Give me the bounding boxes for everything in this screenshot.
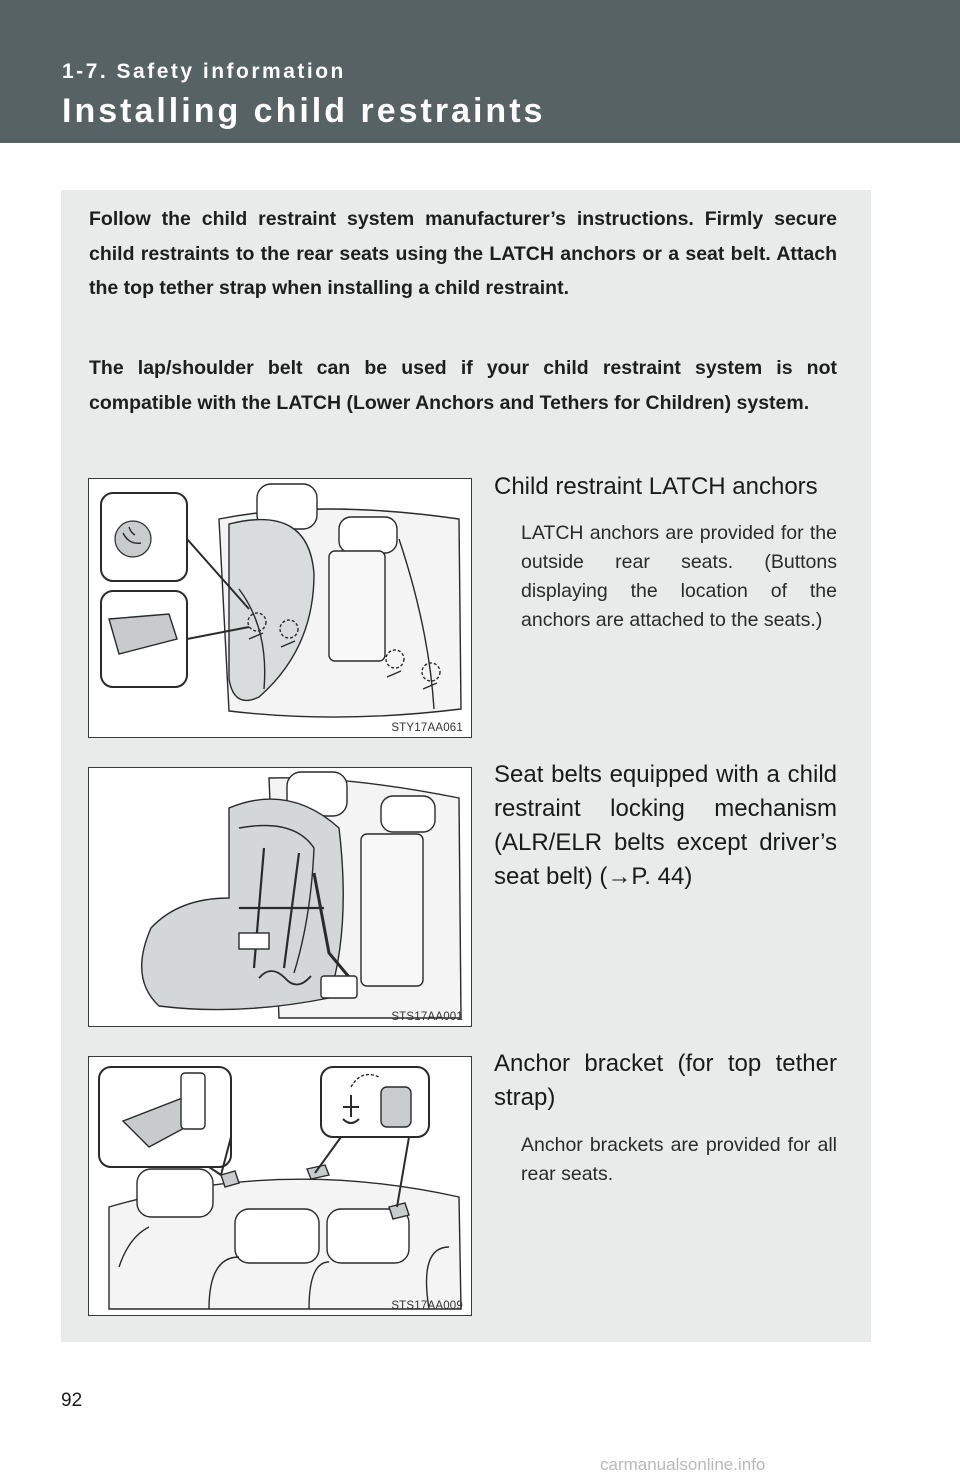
figure-code: STS17AA001 — [391, 1011, 463, 1023]
header-bar — [0, 0, 960, 143]
watermark: carmanualsonline.info — [600, 1455, 766, 1474]
page-number: 92 — [61, 1390, 83, 1411]
anchor-bracket-heading: Anchor bracket (for top tether strap) — [494, 1050, 837, 1111]
section-label: 1-7. Safety information — [62, 60, 346, 83]
anchor-bracket-illustration — [88, 1056, 472, 1316]
latch-anchors-illustration — [88, 478, 472, 738]
latch-anchors-heading: Child restraint LATCH anchors — [494, 473, 818, 500]
seat-belt-child-seat-illustration — [88, 767, 472, 1027]
latch-anchors-description: LATCH anchors are provided for the outside rear seats. (Buttons displaying the location of the anchors are attached to the seats.) — [521, 522, 837, 631]
anchor-bracket-description: Anchor brackets are provided for all rear seats. — [521, 1134, 837, 1185]
figure-code: STY17AA061 — [391, 722, 463, 734]
intro-paragraph-1: Follow the child restraint system manufacturer’s instructions. Firmly secure child restraints to the rear seats using the LATCH anchors or a seat belt. Attach the top tether strap when installing a child restraint. — [89, 208, 837, 299]
intro-paragraph-2: The lap/shoulder belt can be used if your child restraint system is not compatible with the LATCH (Lower Anchors and Tethers for Children) system. — [89, 357, 837, 414]
page-title: Installing child restraints — [62, 92, 546, 130]
figure-code: STS17AA009 — [391, 1300, 463, 1312]
seat-belt-lock-heading: Seat belts equipped with a child restraint locking mechanism (ALR/ELR belts except driver’s seat belt) (→P. 44) — [494, 761, 837, 890]
